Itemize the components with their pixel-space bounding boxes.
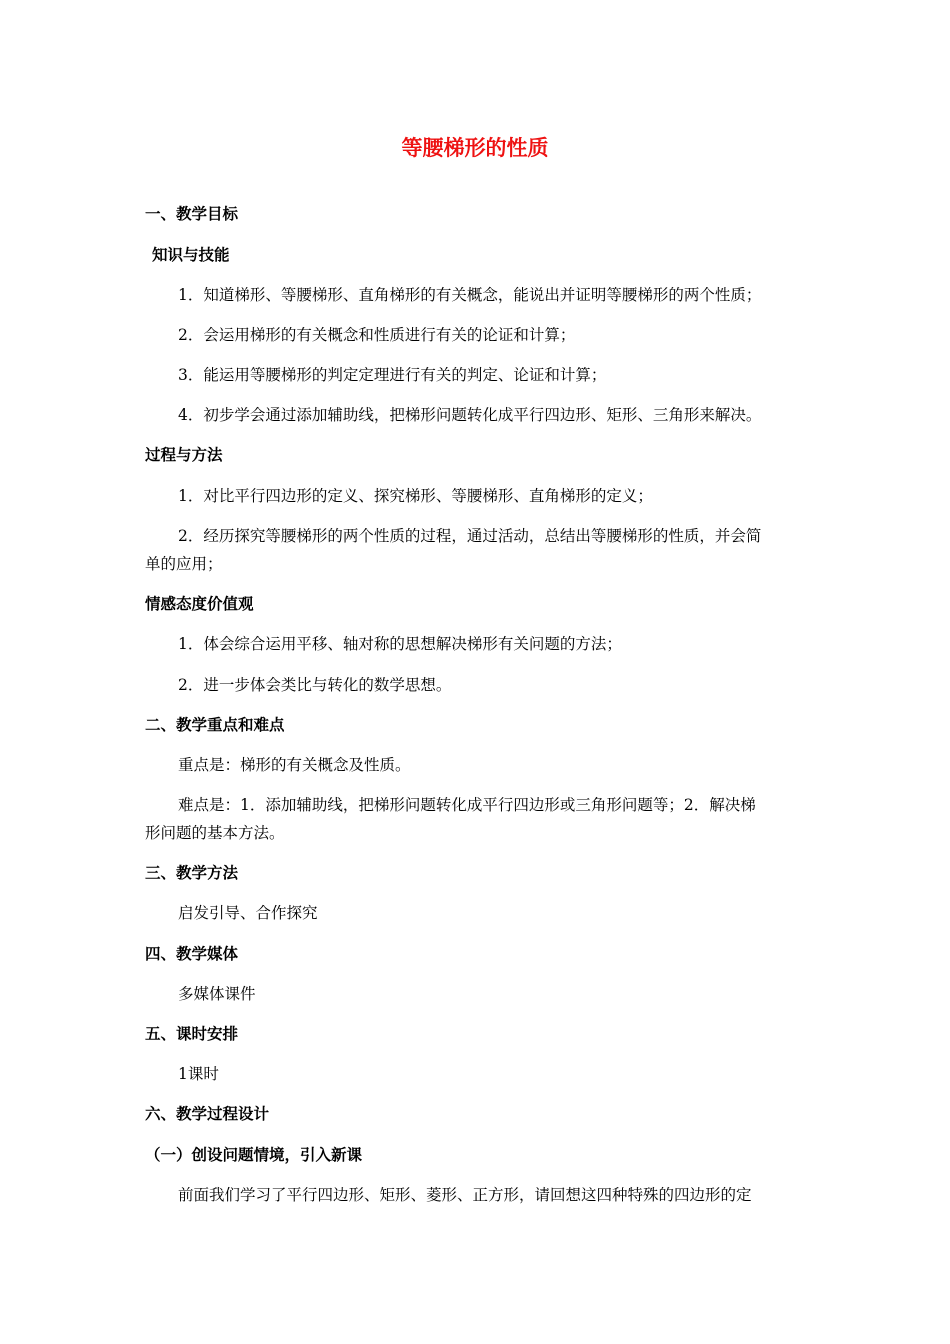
paragraph: 重点是：梯形的有关概念及性质。 xyxy=(178,756,411,774)
paragraph: 启发引导、合作探究 xyxy=(178,904,318,922)
paragraph: 1．体会综合运用平移、轴对称的思想解决梯形有关问题的方法； xyxy=(178,635,622,653)
section-heading-method: 三、教学方法 xyxy=(145,864,239,882)
paragraph: 2．会运用梯形的有关概念和性质进行有关的论证和计算； xyxy=(178,326,576,344)
subheading-knowledge: 知识与技能 xyxy=(152,246,230,264)
paragraph: 多媒体课件 xyxy=(178,985,256,1003)
paragraph: 3．能运用等腰梯形的判定定理进行有关的判定、论证和计算； xyxy=(178,366,607,384)
section-heading-schedule: 五、课时安排 xyxy=(145,1025,239,1043)
subheading-intro: （一）创设问题情境，引入新课 xyxy=(145,1146,363,1164)
subheading-process: 过程与方法 xyxy=(145,446,223,464)
paragraph-continuation: 单的应用； xyxy=(145,555,223,573)
paragraph-continuation: 形问题的基本方法。 xyxy=(145,824,285,842)
paragraph: 1．知道梯形、等腰梯形、直角梯形的有关概念，能说出并证明等腰梯形的两个性质； xyxy=(178,286,762,304)
paragraph: 难点是：1．添加辅助线，把梯形问题转化成平行四边形或三角形问题等；2．解决梯 xyxy=(178,796,756,814)
subheading-attitude: 情感态度价值观 xyxy=(145,595,254,613)
section-heading-media: 四、教学媒体 xyxy=(145,945,239,963)
paragraph: 2．经历探究等腰梯形的两个性质的过程，通过活动，总结出等腰梯形的性质，并会简 xyxy=(178,527,762,545)
section-heading-goals: 一、教学目标 xyxy=(145,205,239,223)
section-heading-focus: 二、教学重点和难点 xyxy=(145,716,285,734)
paragraph: 2．进一步体会类比与转化的数学思想。 xyxy=(178,676,452,694)
paragraph: 4．初步学会通过添加辅助线，把梯形问题转化成平行四边形、矩形、三角形来解决。 xyxy=(178,406,762,424)
section-heading-process-design: 六、教学过程设计 xyxy=(145,1105,270,1123)
paragraph: 1．对比平行四边形的定义、探究梯形、等腰梯形、直角梯形的定义； xyxy=(178,487,653,505)
paragraph: 前面我们学习了平行四边形、矩形、菱形、正方形，请回想这四种特殊的四边形的定 xyxy=(178,1186,752,1204)
paragraph: 1课时 xyxy=(178,1065,219,1083)
page-title: 等腰梯形的性质 xyxy=(401,136,549,160)
